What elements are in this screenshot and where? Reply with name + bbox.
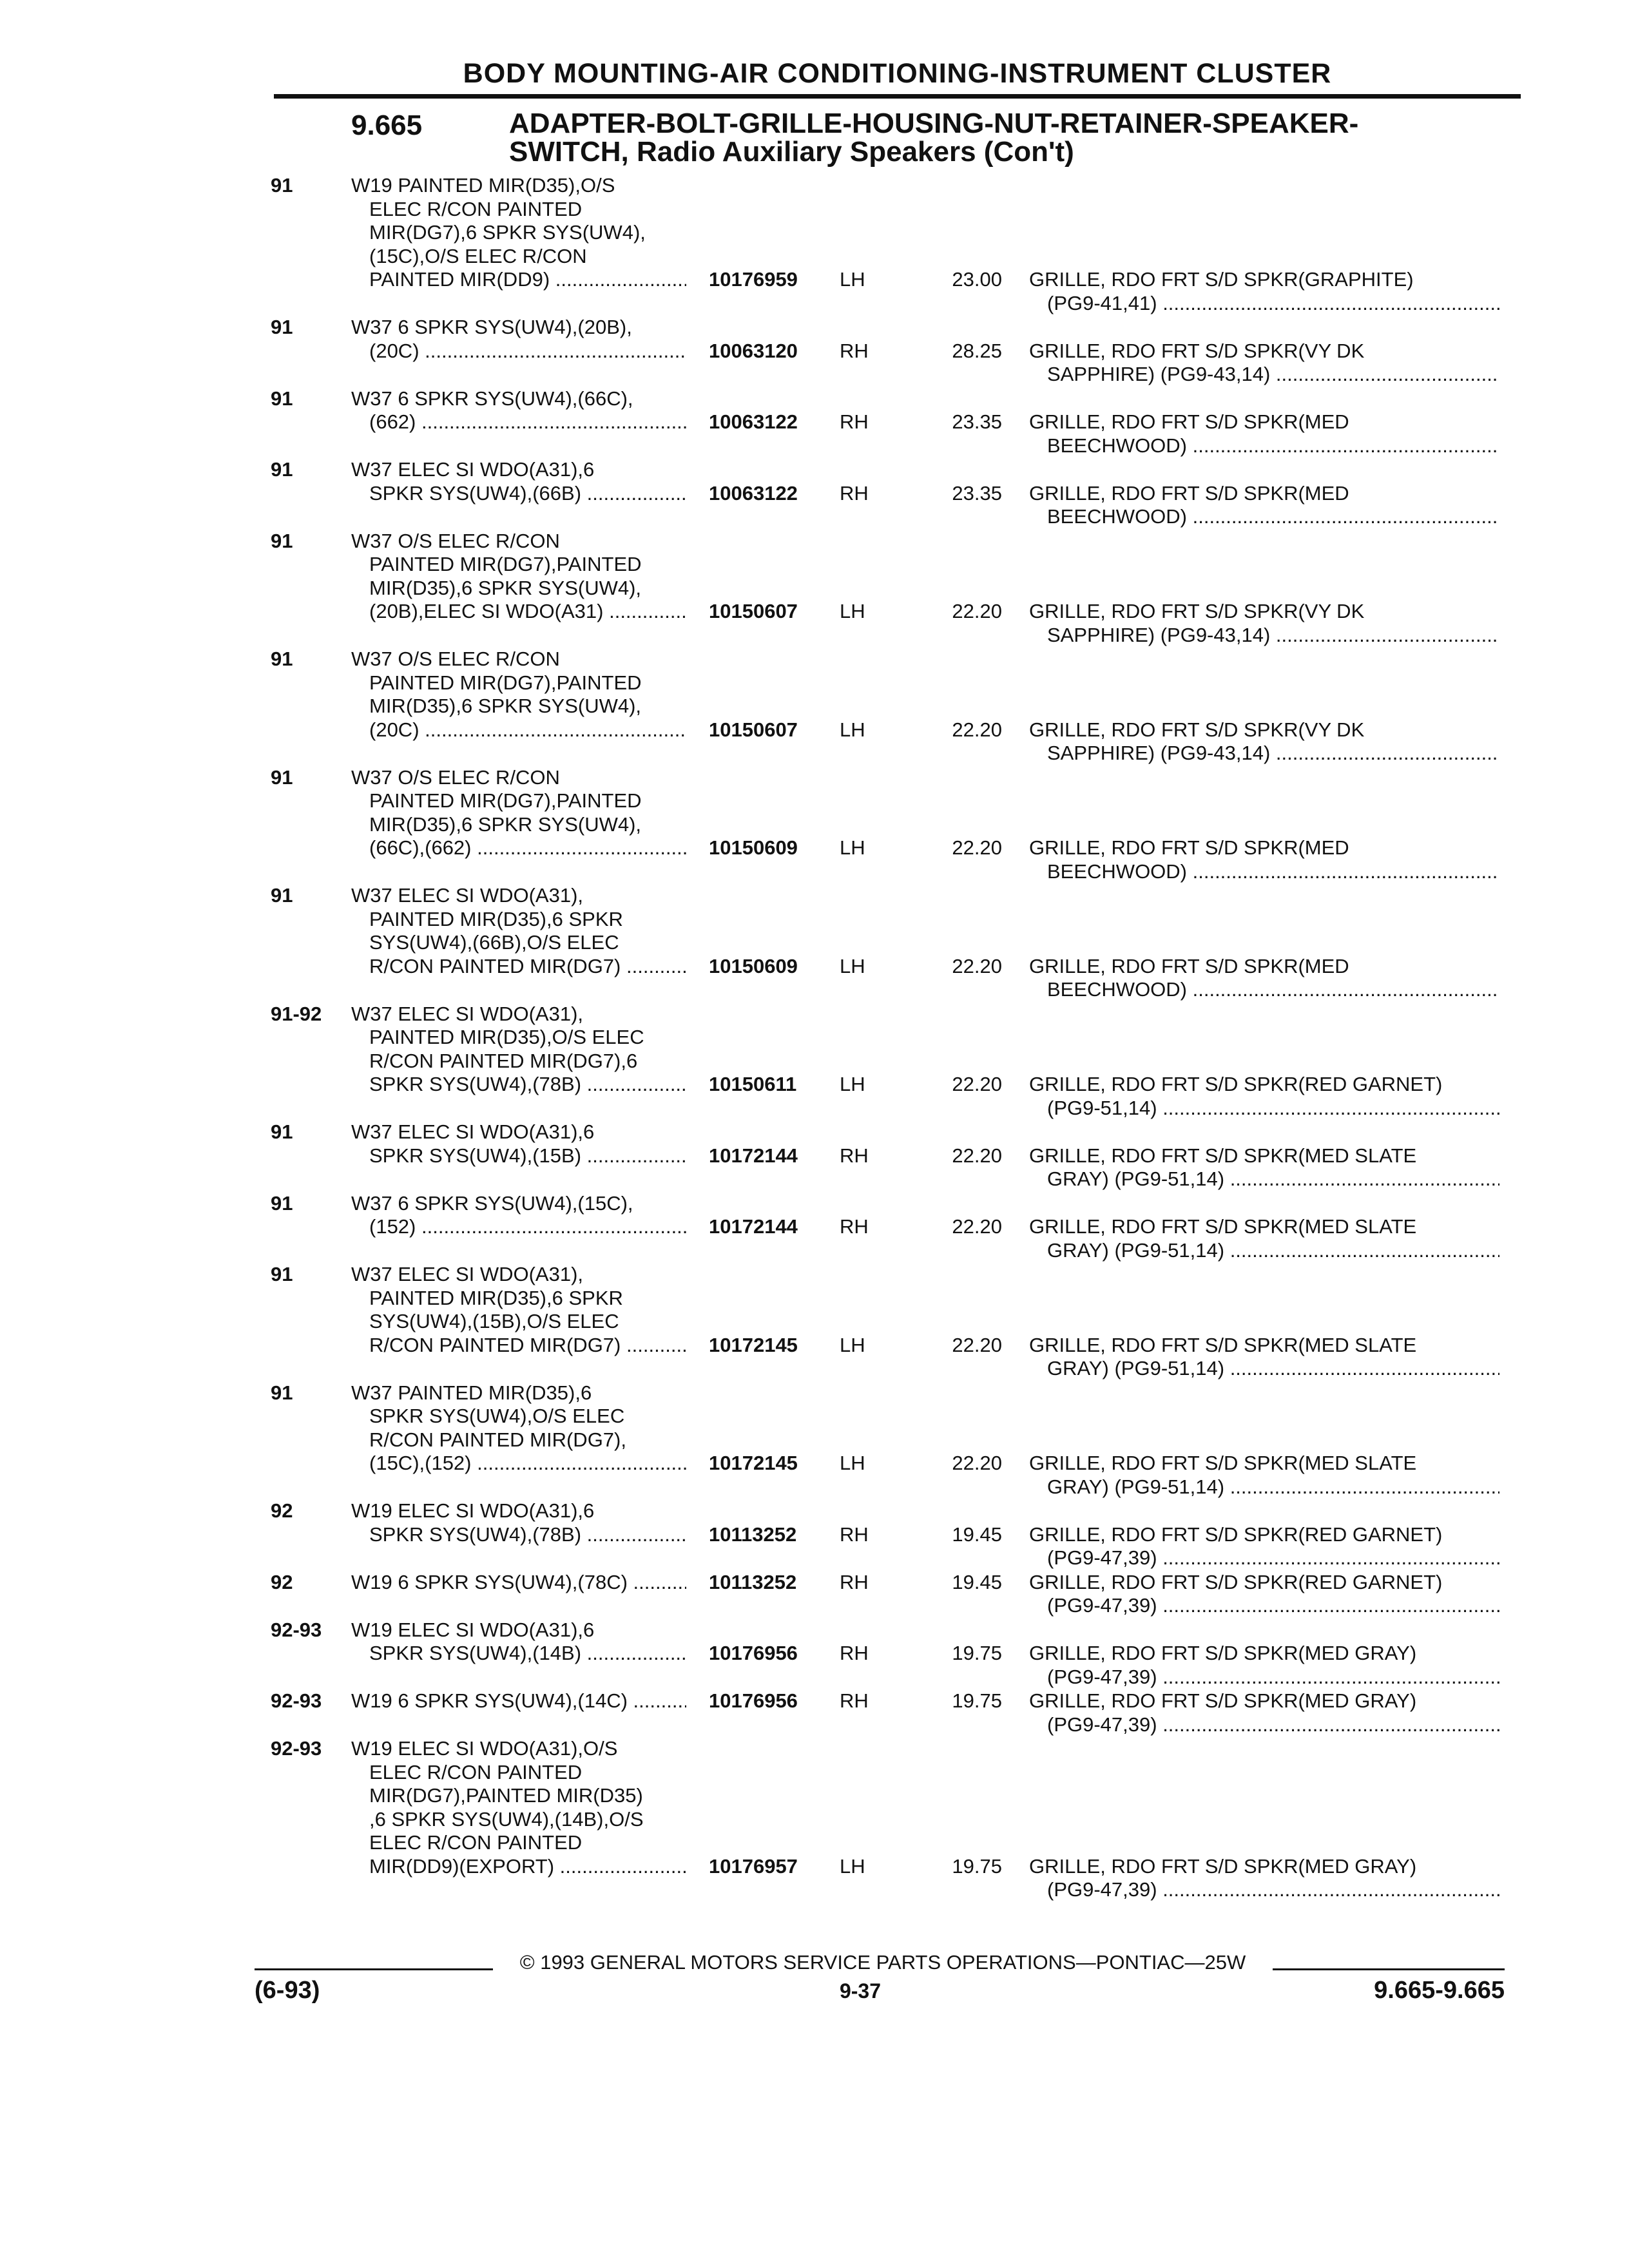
entry-description-line: PAINTED MIR(DD9) ..... [351, 268, 686, 292]
entry-component [1029, 1144, 1499, 1191]
entry-component-line: (PG9-47,39) ..... [1029, 1713, 1499, 1737]
parts-entry [0, 530, 1629, 648]
entry-part-number: 10176956 [709, 1642, 831, 1666]
entry-component [1029, 1855, 1499, 1902]
parts-entry [0, 1499, 1629, 1571]
entry-component-line: GRILLE, RDO FRT S/D SPKR(GRAPHITE) [1029, 268, 1414, 291]
entry-part-number: 10150609 [709, 836, 831, 860]
entry-component-line: (PG9-41,41) ..... [1029, 292, 1499, 316]
entry-price: 22.20 [952, 600, 1002, 622]
parts-list [0, 174, 1629, 1903]
entry-description-line: PAINTED MIR(DG7),PAINTED [369, 671, 642, 694]
entry-description [351, 1263, 686, 1357]
entry-year: 92-93 [271, 1618, 322, 1641]
entry-component-line: GRILLE, RDO FRT S/D SPKR(RED GARNET) [1029, 1073, 1443, 1095]
entry-side: LH [840, 954, 865, 977]
entry-description-line: MIR(D35),6 SPKR SYS(UW4), [369, 812, 642, 836]
entry-component-line: BEECHWOOD) ..... [1029, 860, 1499, 884]
entry-component-line: GRILLE, RDO FRT S/D SPKR(MED [1029, 481, 1349, 505]
parts-entry [0, 884, 1629, 1003]
entry-price: 22.20 [952, 1333, 1002, 1356]
entry-description-line: (20B),ELEC SI WDO(A31) ..... [351, 600, 686, 624]
entry-description-line: MIR(D35),6 SPKR SYS(UW4), [369, 695, 642, 717]
parts-entry [0, 174, 1629, 316]
parts-entry [0, 1619, 1629, 1690]
entry-description-line: W19 ELEC SI WDO(A31),6 [351, 1499, 595, 1522]
entry-description [351, 884, 686, 978]
entry-year: 91 [271, 316, 293, 338]
entry-description-line: (15C),(152) ..... [351, 1452, 686, 1475]
parts-entry [0, 458, 1629, 530]
parts-entry [0, 1003, 1629, 1121]
footer-date: (6-93) [255, 1977, 320, 2004]
entry-part-number: 10150607 [709, 600, 831, 624]
entry-description-line: PAINTED MIR(DG7),PAINTED [369, 553, 642, 575]
entry-side: RH [840, 1570, 869, 1593]
entry-component-line: SAPPHIRE) (PG9-43,14) ..... [1029, 742, 1499, 765]
entry-component-line: GRAY) (PG9-51,14) ..... [1029, 1475, 1499, 1499]
entry-description [351, 766, 686, 860]
entry-description-line: W19 ELEC SI WDO(A31),6 [351, 1618, 595, 1641]
entry-description-line: W37 O/S ELEC R/CON [351, 765, 560, 789]
entry-component [1029, 482, 1499, 529]
entry-part-number: 10063122 [709, 410, 831, 434]
entry-side: RH [840, 1523, 869, 1546]
entry-description-line: (662) ..... [351, 410, 686, 434]
entry-description-line: ELEC R/CON PAINTED [369, 1831, 583, 1854]
entry-price: 22.20 [952, 718, 1002, 741]
entry-description-line: PAINTED MIR(D35),O/S ELEC [369, 1026, 644, 1048]
entry-description-line: MIR(DG7),PAINTED MIR(D35) [369, 1784, 643, 1807]
entry-component-line: GRILLE, RDO FRT S/D SPKR(MED [1029, 410, 1349, 433]
entry-description-line: W19 6 SPKR SYS(UW4),(14C) ..... [351, 1689, 686, 1713]
entry-side: LH [840, 1854, 865, 1878]
entry-side: RH [840, 1689, 869, 1712]
section-number: 9.665 [351, 110, 423, 141]
entry-description-line: W37 O/S ELEC R/CON [351, 648, 560, 670]
entry-price: 22.20 [952, 1452, 1002, 1474]
entry-component-line: SAPPHIRE) (PG9-43,14) ..... [1029, 624, 1499, 648]
entry-description-line: (20C) ..... [351, 340, 686, 363]
entry-component [1029, 1689, 1499, 1736]
entry-description-line: SYS(UW4),(66B),O/S ELEC [369, 931, 619, 954]
entry-description [351, 1192, 686, 1239]
entry-year: 92-93 [271, 1689, 322, 1712]
entry-component [1029, 268, 1499, 315]
entry-price: 22.20 [952, 1073, 1002, 1095]
entry-description [351, 1689, 686, 1713]
entry-year: 91 [271, 884, 293, 907]
parts-entry [0, 1120, 1629, 1192]
footer-section-range: 9.665-9.665 [1374, 1977, 1505, 2004]
entry-side: LH [840, 718, 865, 741]
entry-description-line: SYS(UW4),(15B),O/S ELEC [369, 1310, 619, 1332]
entry-description-line: W37 ELEC SI WDO(A31), [351, 884, 584, 907]
entry-side: LH [840, 836, 865, 859]
entry-description-line: SPKR SYS(UW4),(78B) ..... [351, 1073, 686, 1097]
parts-entry [0, 316, 1629, 387]
entry-year: 91 [271, 529, 293, 552]
entry-description [351, 316, 686, 363]
entry-price: 19.75 [952, 1854, 1002, 1878]
entry-component [1029, 1523, 1499, 1570]
page-header-title: BODY MOUNTING-AIR CONDITIONING-INSTRUMENT CLUSTER [463, 58, 1332, 89]
entry-description-line: W37 6 SPKR SYS(UW4),(20B), [351, 316, 632, 338]
entry-side: RH [840, 481, 869, 505]
entry-part-number: 10172145 [709, 1334, 831, 1358]
entry-component [1029, 1452, 1499, 1499]
entry-component [1029, 600, 1499, 647]
entry-side: LH [840, 1452, 865, 1474]
parts-entry [0, 1689, 1629, 1737]
entry-description-line: W19 6 SPKR SYS(UW4),(78C) ..... [351, 1571, 686, 1595]
entry-component-line: GRILLE, RDO FRT S/D SPKR(VY DK [1029, 339, 1365, 362]
entry-price: 22.20 [952, 1144, 1002, 1167]
entry-description-line: MIR(D35),6 SPKR SYS(UW4), [369, 576, 642, 599]
entry-side: RH [840, 410, 869, 433]
entry-component-line: (PG9-47,39) ..... [1029, 1666, 1499, 1689]
entry-price: 23.35 [952, 481, 1002, 505]
entry-price: 19.75 [952, 1642, 1002, 1664]
footer-rule-right [1273, 1968, 1505, 1970]
entry-component-line: GRILLE, RDO FRT S/D SPKR(MED SLATE [1029, 1452, 1417, 1474]
entry-description-line: R/CON PAINTED MIR(DG7), [369, 1428, 626, 1451]
entry-description-line: W19 ELEC SI WDO(A31),O/S [351, 1737, 618, 1760]
entry-part-number: 10172145 [709, 1452, 831, 1475]
entry-year: 91 [271, 387, 293, 410]
entry-component-line: GRILLE, RDO FRT S/D SPKR(MED SLATE [1029, 1333, 1417, 1356]
entry-side: RH [840, 1144, 869, 1167]
entry-component-line: BEECHWOOD) ..... [1029, 505, 1499, 529]
parts-entry [0, 648, 1629, 766]
entry-year: 91 [271, 1120, 293, 1143]
entry-description-line: (152) ..... [351, 1215, 686, 1239]
entry-component-line: (PG9-47,39) ..... [1029, 1878, 1499, 1902]
entry-description-line: W37 6 SPKR SYS(UW4),(66C), [351, 387, 633, 410]
entry-component [1029, 1642, 1499, 1689]
entry-component-line: (PG9-47,39) ..... [1029, 1594, 1499, 1618]
entry-component [1029, 1073, 1499, 1120]
entry-part-number: 10063122 [709, 482, 831, 506]
entry-description [351, 530, 686, 624]
entry-part-number: 10172144 [709, 1215, 831, 1239]
entry-component [1029, 955, 1499, 1002]
header-rule [274, 94, 1521, 99]
entry-description [351, 1120, 686, 1168]
entry-component [1029, 1215, 1499, 1262]
entry-description-line: W37 ELEC SI WDO(A31),6 [351, 1120, 595, 1143]
parts-entry [0, 1381, 1629, 1500]
entry-year: 92 [271, 1570, 293, 1593]
entry-description-line: R/CON PAINTED MIR(DG7) ..... [351, 1334, 686, 1358]
entry-component [1029, 410, 1499, 457]
entry-side: LH [840, 600, 865, 622]
entry-description-line: PAINTED MIR(D35),6 SPKR [369, 907, 623, 930]
parts-entry [0, 1737, 1629, 1903]
entry-year: 92-93 [271, 1737, 322, 1760]
entry-description-line: SPKR SYS(UW4),(66B) ..... [351, 482, 686, 506]
entry-price: 19.75 [952, 1689, 1002, 1712]
parts-entry [0, 1263, 1629, 1381]
entry-year: 91 [271, 174, 293, 197]
entry-description [351, 1499, 686, 1546]
entry-side: LH [840, 268, 865, 291]
entry-component-line: GRILLE, RDO FRT S/D SPKR(MED SLATE [1029, 1144, 1417, 1167]
entry-component [1029, 836, 1499, 883]
parts-entry [0, 387, 1629, 459]
entry-year: 91 [271, 765, 293, 789]
footer-rule-left [255, 1968, 493, 1970]
entry-component [1029, 718, 1499, 765]
entry-component-line: GRILLE, RDO FRT S/D SPKR(MED [1029, 954, 1349, 977]
entry-side: RH [840, 339, 869, 362]
entry-part-number: 10150611 [709, 1073, 831, 1097]
entry-year: 91 [271, 458, 293, 481]
entry-year: 92 [271, 1499, 293, 1522]
entry-description-line: PAINTED MIR(DG7),PAINTED [369, 789, 642, 812]
entry-description-line: (20C) ..... [351, 718, 686, 742]
entry-component-line: GRAY) (PG9-51,14) ..... [1029, 1239, 1499, 1263]
parts-entry [0, 766, 1629, 885]
entry-description-line: W37 PAINTED MIR(D35),6 [351, 1381, 592, 1404]
entry-price: 22.20 [952, 1215, 1002, 1238]
entry-description [351, 1003, 686, 1097]
entry-description-line: W37 ELEC SI WDO(A31), [351, 1002, 584, 1025]
entry-description-line: SPKR SYS(UW4),(15B) ..... [351, 1144, 686, 1168]
entry-component-line: GRILLE, RDO FRT S/D SPKR(MED GRAY) [1029, 1689, 1417, 1712]
entry-component-line: GRILLE, RDO FRT S/D SPKR(RED GARNET) [1029, 1570, 1443, 1593]
entry-description-line: R/CON PAINTED MIR(DG7) ..... [351, 955, 686, 979]
entry-part-number: 10172144 [709, 1144, 831, 1168]
entry-price: 23.00 [952, 268, 1002, 291]
entry-description-line: SPKR SYS(UW4),(14B) ..... [351, 1642, 686, 1666]
entry-description-line: W19 PAINTED MIR(D35),O/S [351, 174, 615, 197]
entry-component-line: GRILLE, RDO FRT S/D SPKR(MED GRAY) [1029, 1854, 1417, 1878]
entry-component-line: GRAY) (PG9-51,14) ..... [1029, 1357, 1499, 1381]
entry-side: LH [840, 1333, 865, 1356]
entry-description [351, 458, 686, 505]
entry-component-line: GRILLE, RDO FRT S/D SPKR(VY DK [1029, 718, 1365, 741]
entry-description [351, 1737, 686, 1878]
entry-price: 22.20 [952, 836, 1002, 859]
entry-part-number: 10176957 [709, 1855, 831, 1879]
entry-component-line: BEECHWOOD) ..... [1029, 434, 1499, 458]
entry-description [351, 1571, 686, 1595]
entry-year: 91 [271, 648, 293, 670]
entry-description-line: W37 ELEC SI WDO(A31),6 [351, 458, 595, 481]
entry-price: 22.20 [952, 954, 1002, 977]
entry-component [1029, 1334, 1499, 1381]
entry-component-line: GRILLE, RDO FRT S/D SPKR(RED GARNET) [1029, 1523, 1443, 1546]
entry-description [351, 1619, 686, 1666]
entry-component [1029, 1571, 1499, 1618]
entry-description-line: R/CON PAINTED MIR(DG7),6 [369, 1049, 638, 1072]
section-title-line2: SWITCH, Radio Auxiliary Speakers (Con't) [509, 136, 1074, 168]
entry-price: 23.35 [952, 410, 1002, 433]
entry-price: 19.45 [952, 1570, 1002, 1593]
section-title [509, 110, 1358, 166]
entry-side: RH [840, 1215, 869, 1238]
entry-component-line: BEECHWOOD) ..... [1029, 978, 1499, 1002]
footer-page-number: 9-37 [839, 1979, 882, 2003]
entry-year: 91-92 [271, 1002, 322, 1025]
entry-description-line: W37 6 SPKR SYS(UW4),(15C), [351, 1191, 633, 1215]
entry-description-line: SPKR SYS(UW4),O/S ELEC [369, 1405, 625, 1427]
entry-description [351, 1381, 686, 1475]
entry-part-number: 10150609 [709, 955, 831, 979]
entry-component-line: (PG9-47,39) ..... [1029, 1546, 1499, 1570]
entry-price: 19.45 [952, 1523, 1002, 1546]
entry-description [351, 648, 686, 742]
entry-part-number: 10113252 [709, 1571, 831, 1595]
parts-entry [0, 1571, 1629, 1619]
entry-year: 91 [271, 1191, 293, 1215]
entry-component-line: (PG9-51,14) ..... [1029, 1097, 1499, 1120]
entry-part-number: 10176959 [709, 268, 831, 292]
entry-description-line: PAINTED MIR(D35),6 SPKR [369, 1286, 623, 1309]
entry-component-line: GRILLE, RDO FRT S/D SPKR(MED SLATE [1029, 1215, 1417, 1238]
entry-description-line: MIR(DG7),6 SPKR SYS(UW4), [369, 221, 646, 244]
entry-part-number: 10063120 [709, 340, 831, 363]
section-title-line1: ADAPTER-BOLT-GRILLE-HOUSING-NUT-RETAINER-SPEAKER- [509, 108, 1359, 139]
entry-description-line: (66C),(662) ..... [351, 836, 686, 860]
entry-component-line: SAPPHIRE) (PG9-43,14) ..... [1029, 363, 1499, 387]
entry-component-line: GRILLE, RDO FRT S/D SPKR(MED [1029, 836, 1349, 859]
entry-component-line: GRAY) (PG9-51,14) ..... [1029, 1168, 1499, 1191]
entry-description-line: W37 O/S ELEC R/CON [351, 529, 560, 552]
entry-description-line: ELEC R/CON PAINTED [369, 1760, 583, 1783]
entry-component-line: GRILLE, RDO FRT S/D SPKR(MED GRAY) [1029, 1642, 1417, 1664]
parts-entry [0, 1192, 1629, 1264]
entry-description [351, 387, 686, 434]
entry-part-number: 10113252 [709, 1523, 831, 1547]
entry-description-line: W37 ELEC SI WDO(A31), [351, 1263, 584, 1285]
entry-price: 28.25 [952, 339, 1002, 362]
entry-description-line: ELEC R/CON PAINTED [369, 197, 583, 220]
entry-year: 91 [271, 1263, 293, 1285]
entry-year: 91 [271, 1381, 293, 1404]
entry-description-line: MIR(DD9)(EXPORT) ..... [351, 1855, 686, 1879]
entry-part-number: 10176956 [709, 1689, 831, 1713]
entry-side: RH [840, 1642, 869, 1664]
entry-component-line: GRILLE, RDO FRT S/D SPKR(VY DK [1029, 600, 1365, 622]
entry-side: LH [840, 1073, 865, 1095]
entry-part-number: 10150607 [709, 718, 831, 742]
entry-component [1029, 340, 1499, 387]
entry-description [351, 174, 686, 292]
entry-description-line: (15C),O/S ELEC R/CON [369, 244, 587, 267]
entry-description-line: ,6 SPKR SYS(UW4),(14B),O/S [369, 1807, 644, 1831]
entry-description-line: SPKR SYS(UW4),(78B) ..... [351, 1523, 686, 1547]
footer-copyright: © 1993 GENERAL MOTORS SERVICE PARTS OPERATIONS—PONTIAC—25W [519, 1951, 1246, 1974]
